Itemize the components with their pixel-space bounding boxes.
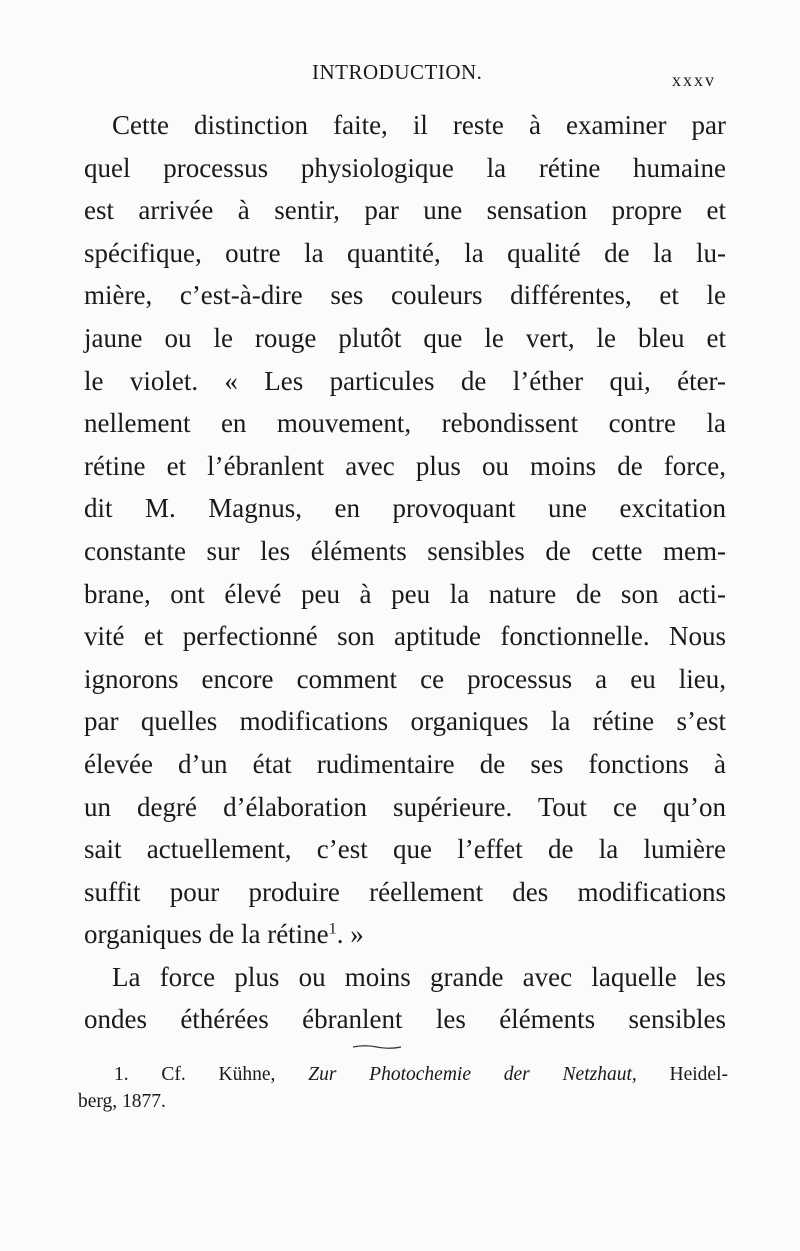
text-line: vité et perfectionné son aptitude fonctionnelle. Nous <box>84 621 726 652</box>
footnote-line: berg, 1877. <box>78 1091 166 1112</box>
text-line: un degré d’élaboration supérieure. Tout ce qu’on <box>84 791 726 822</box>
text-line: rétine et l’ébranlent avec plus ou moins de force, <box>84 450 726 481</box>
quote-close: . » <box>336 919 364 950</box>
paragraph-1 <box>84 104 726 956</box>
text-line: mière, c’est-à-dire ses couleurs différentes, et le <box>84 280 726 311</box>
text-line: La force plus ou moins grande avec laquelle les <box>112 961 726 992</box>
text-line: quel processus physiologique la rétine humaine <box>84 152 726 183</box>
footnote-place: Heidel- <box>669 1064 729 1085</box>
text-line: Cette distinction faite, il reste à examiner par <box>112 110 726 140</box>
text-line: est arrivée à sentir, par une sensation propre et <box>84 195 726 226</box>
text-line: ondes éthérées ébranlent les éléments sensibles <box>84 1004 726 1035</box>
text-line: constante sur les éléments sensibles de cette mem- <box>84 535 726 566</box>
footnote-line <box>78 1061 728 1088</box>
text-line: sait actuellement, c’est que l’effet de la lumière <box>84 834 726 865</box>
text-line: par quelles modifications organiques la rétine s’est <box>84 706 726 737</box>
footnote-separator <box>352 1044 402 1050</box>
page-number: xxxv <box>672 70 716 90</box>
footnote-title: Zur Photochemie der Netzhaut, <box>308 1064 637 1085</box>
footnote-prefix: Cf. Kühne, <box>161 1064 276 1085</box>
text-line: nellement en mouvement, rebondissent contre la <box>84 408 726 439</box>
running-title: INTRODUCTION. <box>312 60 483 84</box>
text-line: ignorons encore comment ce processus a eu lieu, <box>84 663 726 694</box>
text-line: brane, ont élevé peu à peu la nature de son acti- <box>84 578 726 609</box>
text-line: suffit pour produire réellement des modifications <box>84 876 726 907</box>
text-line <box>84 913 726 956</box>
footnote-reference[interactable]: 1 <box>328 919 337 938</box>
text-line: dit M. Magnus, en provoquant une excitation <box>84 493 726 524</box>
footnote-number: 1. <box>114 1064 129 1085</box>
text-line: jaune ou le rouge plutôt que le vert, le bleu et <box>84 322 726 353</box>
text-line: le violet. « Les particules de l’éther qui, éter- <box>84 365 726 396</box>
footnote <box>78 1061 728 1115</box>
paragraph-2 <box>84 956 726 1041</box>
text-segment: organiques de la rétine <box>84 919 329 950</box>
text-line: élevée d’un état rudimentaire de ses fonctions à <box>84 748 726 779</box>
text-line: spécifique, outre la quantité, la qualité de la lu- <box>84 237 726 268</box>
body-text <box>84 104 726 1041</box>
